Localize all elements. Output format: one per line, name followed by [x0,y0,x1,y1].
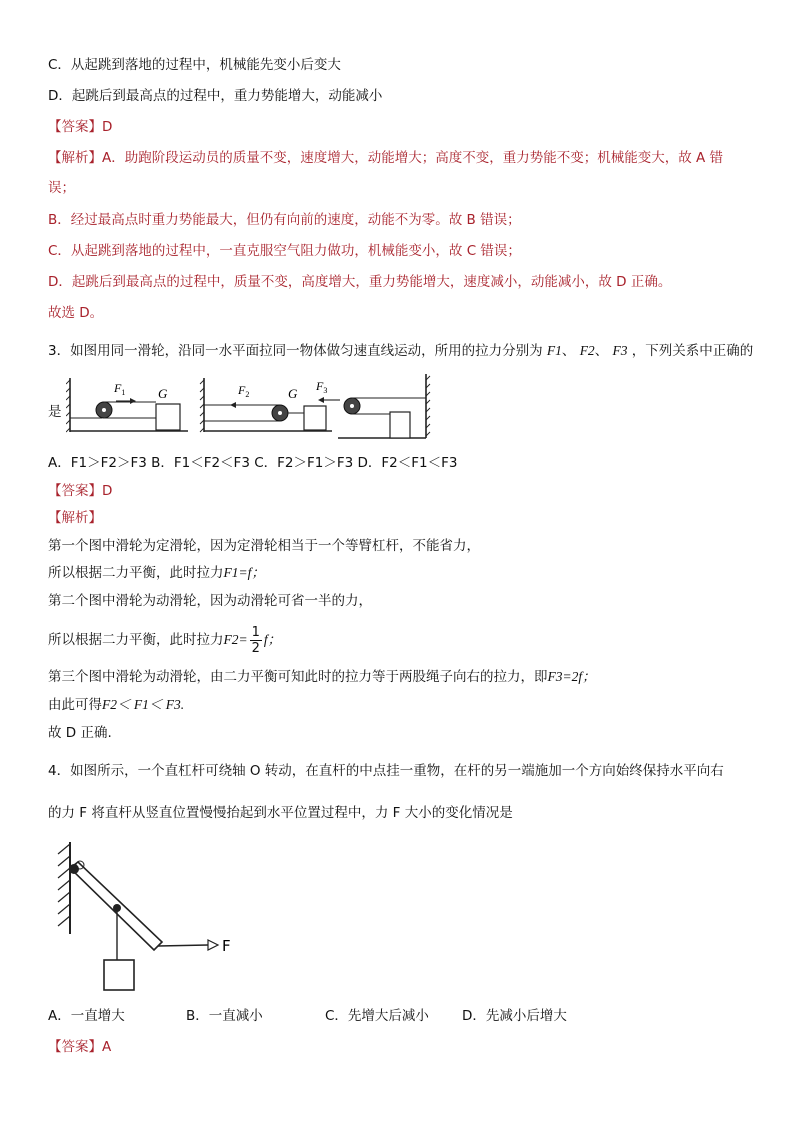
q3-analysis-line-3: 第二个图中滑轮为动滑轮，因为动滑轮可省一半的力， [48,593,372,609]
q4-stem-line-2: 的力 F 将直杆从竖直位置慢慢抬起到水平位置过程中，力 F 大小的变化情况是 [48,805,513,821]
q3-analysis-line-1: 第一个图中滑轮为定滑轮，因为定滑轮相当于一个等臂杠杆，不能省力， [48,538,480,554]
q4-answer: 【答案】A [48,1039,112,1055]
pulley-figures [66,372,436,440]
q2-explanation-a: 【解析】A．助跑阶段运动员的质量不变，速度增大，动能增大；高度不变，重力势能不变；机械能变大，故 A 错 [48,150,724,166]
pulley-figure-2 [200,378,332,432]
q3-line6-prefix: 由此可得 [48,697,102,713]
q3-force-2: F2 [579,343,595,358]
fraction-denominator: 2 [251,640,260,656]
q3-line4-lhs: F2= [223,632,248,647]
q3-line6-equation: F2＜ F1＜ F3. [102,697,185,712]
q3-analysis-line-6 [48,695,184,715]
label-f1: $F_1$ [114,381,126,397]
lever-figure [50,838,240,1000]
q2-explanation-a-cont: 误； [48,180,75,196]
q2-explanation-b: B．经过最高点时重力势能最大，但仍有向前的速度，动能不为零。故 B 错误； [48,212,521,228]
q3-options: A．F1＞F2＞F3 B．F1＜F2＜F3 C．F2＞F1＞F3 D．F2＜F1＜F3 [48,455,458,471]
q3-analysis-line-4 [48,623,281,657]
q3-answer: 【答案】D [48,483,113,499]
block-g-1 [156,404,180,430]
q3-line5-prefix: 第三个图中滑轮为动滑轮，由二力平衡可知此时的拉力等于两股绳子向右的拉力，即 [48,669,548,685]
label-g1: G [158,386,168,401]
force-arrow [208,940,218,950]
q3-analysis-line-2 [48,563,265,583]
q2-option-d: D．起跳后到最高点的过程中，重力势能增大，动能减小 [48,88,383,104]
q3-line2-equation: F1=f； [223,565,265,580]
label-f3: $F_3$ [316,379,328,395]
q2-conclusion: 故选 D。 [48,305,104,321]
q3-stem-suffix: ，下列关系中正确的 [631,343,754,359]
pulley-figure-1 [66,378,188,432]
q3-stem-prefix: 3．如图用同一滑轮，沿同一水平面拉同一物体做匀速直线运动，所用的拉力分别为 [48,343,543,359]
q3-line4-rhs: f； [263,632,282,647]
q3-analysis-line-7: 故 D 正确. [48,725,112,741]
q2-explanation-d: D．起跳后到最高点的过程中，质量不变，高度增大，重力势能增大，速度减小，动能减小，故 D 正确。 [48,274,672,290]
q3-line5-equation: F3=2f； [547,669,596,684]
block-g-3 [390,412,410,438]
pivot-o [69,864,79,874]
q3-stem-line2: 是 [48,404,62,420]
q2-option-c: C．从起跳到落地的过程中，机械能先变小后变大 [48,57,341,73]
q3-stem: 3．如图用同一滑轮，沿同一水平面拉同一物体做匀速直线运动，所用的拉力分别为 F1、 F2、 F3 ，下列关系中正确的 [48,343,754,359]
fraction-one-half [250,625,262,656]
pulley-figure-3 [315,374,430,438]
q2-answer: 【答案】D [48,119,113,135]
q3-force-3: F3 [612,343,628,358]
fraction-numerator: 1 [251,624,260,640]
q4-option-b: B．一直减小 [186,1008,263,1024]
block-g-2 [304,406,326,430]
label-g2: G [288,386,298,401]
hanging-weight [104,960,134,990]
q4-option-a: A．一直增大 [48,1008,125,1024]
q3-line2-prefix: 所以根据二力平衡，此时拉力 [48,565,224,581]
q2-explanation-c: C．从起跳到落地的过程中，一直克服空气阻力做功，机械能变小，故 C 错误； [48,243,521,259]
label-force-f: F [222,937,231,955]
q3-analysis-line-5 [48,667,596,687]
q4-option-d: D．先减小后增大 [462,1008,567,1024]
q3-line4-prefix: 所以根据二力平衡，此时拉力 [48,632,224,648]
q4-stem-line-1: 4．如图所示，一个直杠杆可绕轴 O 转动，在直杆的中点挂一重物，在杆的另一端施加一个方向始终保持水平向右 [48,763,724,779]
q3-analysis-label: 【解析】 [48,510,102,526]
q4-option-c: C．先增大后减小 [325,1008,429,1024]
label-f2: $F_2$ [238,383,250,399]
q3-force-1: F1 [546,343,562,358]
